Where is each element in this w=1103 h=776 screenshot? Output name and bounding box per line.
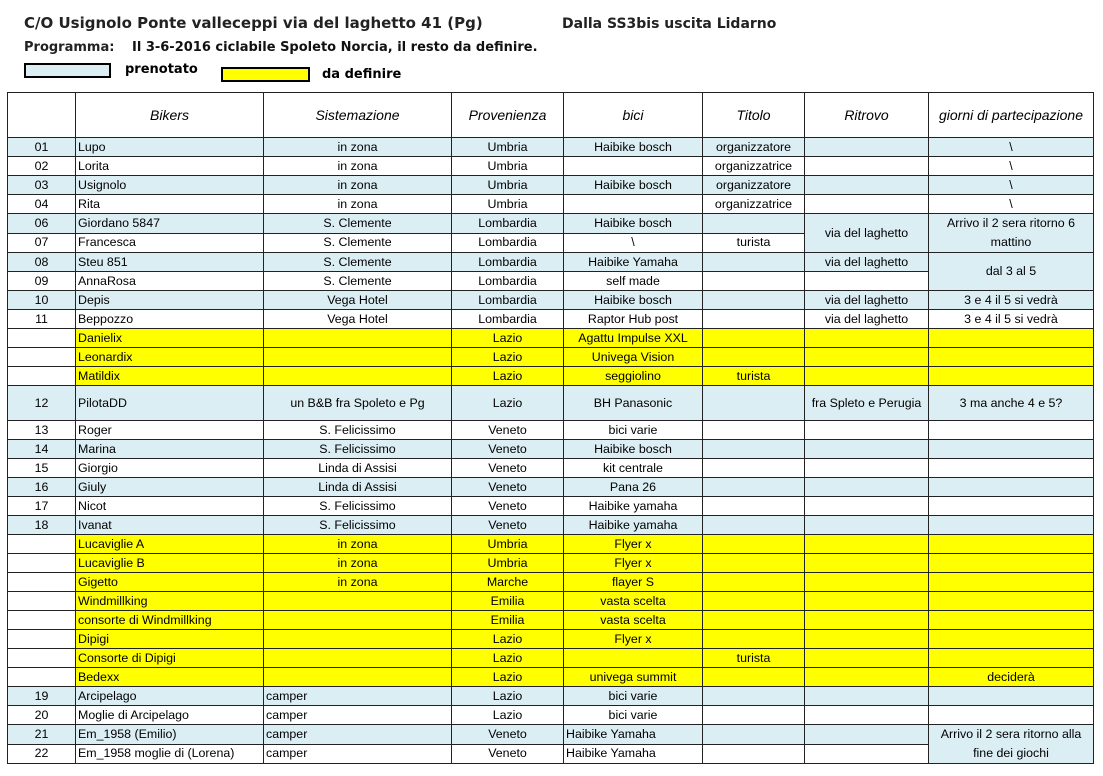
program-label: Programma: [24,40,115,55]
cell-number [8,535,76,554]
cell-days [929,649,1094,668]
table-row [8,630,1094,649]
cell-biker: consorte di Windmillking [76,611,264,630]
cell-origin: Umbria [452,138,564,157]
cell-accommodation [264,367,452,386]
cell-number [8,329,76,348]
cell-meeting-point [805,516,929,535]
cell-biker: Leonardix [76,348,264,367]
cell-days [929,573,1094,592]
cell-accommodation [264,611,452,630]
cell-number [8,554,76,573]
table-row [8,440,1094,459]
legend-swatch-booked [24,63,111,78]
cell-days [929,440,1094,459]
cell-title [703,214,805,234]
cell-title: organizzatrice [703,195,805,214]
cell-title: turista [703,649,805,668]
cell-origin: Lazio [452,706,564,725]
cell-number [8,611,76,630]
cell-meeting-point [805,176,929,195]
cell-meeting-point [805,706,929,725]
cell-days: \ [929,157,1094,176]
cell-number: 03 [8,176,76,195]
cell-biker: Nicot [76,497,264,516]
cell-origin: Umbria [452,535,564,554]
cell-title [703,421,805,440]
table-row [8,535,1094,554]
cell-title [703,630,805,649]
cell-days: 3 e 4 il 5 si vedrà [929,291,1094,310]
cell-meeting-point [805,348,929,367]
cell-title: turista [703,233,805,253]
cell-title [703,272,805,291]
cell-title [703,478,805,497]
column-header-number [8,93,76,138]
cell-title [703,386,805,421]
table-row [8,214,1094,234]
cell-number: 21 [8,725,76,745]
cell-days [929,348,1094,367]
cell-accommodation [264,348,452,367]
cell-biker: Ivanat [76,516,264,535]
table-row [8,687,1094,706]
cell-accommodation [264,329,452,348]
legend-label-booked: prenotato [125,62,198,77]
cell-title: organizzatrice [703,157,805,176]
cell-title [703,687,805,706]
cell-bike: Haibike yamaha [564,497,703,516]
cell-meeting-point [805,535,929,554]
cell-meeting-point: via del laghetto [805,310,929,329]
cell-bike: vasta scelta [564,611,703,630]
cell-origin: Lombardia [452,291,564,310]
cell-meeting-point: via del laghetto [805,214,929,253]
cell-origin: Umbria [452,157,564,176]
cell-biker: Giorgio [76,459,264,478]
cell-number: 11 [8,310,76,329]
column-header-meeting-point: Ritrovo [805,93,929,138]
cell-days [929,611,1094,630]
cell-days [929,554,1094,573]
cell-bike: self made [564,272,703,291]
cell-days [929,592,1094,611]
cell-bike [564,157,703,176]
cell-title: organizzatore [703,176,805,195]
cell-origin: Veneto [452,478,564,497]
cell-title [703,310,805,329]
cell-number [8,668,76,687]
cell-title [703,459,805,478]
cell-bike: Haibike yamaha [564,516,703,535]
cell-number: 16 [8,478,76,497]
cell-origin: Lazio [452,348,564,367]
cell-biker: Consorte di Dipigi [76,649,264,668]
legend-label-undefined: da definire [322,67,402,82]
cell-accommodation: S. Felicissimo [264,516,452,535]
cell-biker: Usignolo [76,176,264,195]
cell-biker: Marina [76,440,264,459]
cell-number: 12 [8,386,76,421]
cell-origin: Emilia [452,611,564,630]
cell-accommodation: S. Felicissimo [264,497,452,516]
cell-days [929,535,1094,554]
exit-info: Dalla SS3bis uscita Lidarno [562,16,777,32]
cell-number [8,592,76,611]
table-row [8,516,1094,535]
column-header-accommodation: Sistemazione [264,93,452,138]
cell-title [703,554,805,573]
cell-accommodation: Vega Hotel [264,291,452,310]
cell-meeting-point [805,592,929,611]
table-row [8,138,1094,157]
cell-days: deciderà [929,668,1094,687]
cell-meeting-point [805,725,929,745]
cell-biker: Depis [76,291,264,310]
cell-days [929,630,1094,649]
cell-meeting-point [805,157,929,176]
cell-number: 04 [8,195,76,214]
cell-days [929,367,1094,386]
cell-origin: Lazio [452,329,564,348]
cell-bike: Haibike bosch [564,214,703,234]
cell-accommodation: Vega Hotel [264,310,452,329]
cell-bike: kit centrale [564,459,703,478]
cell-origin: Lazio [452,630,564,649]
cell-title [703,592,805,611]
cell-bike: univega summit [564,668,703,687]
cell-accommodation: Linda di Assisi [264,478,452,497]
cell-origin: Veneto [452,497,564,516]
cell-days [929,459,1094,478]
cell-origin: Lombardia [452,214,564,234]
cell-accommodation: camper [264,687,452,706]
cell-days: 3 e 4 il 5 si vedrà [929,310,1094,329]
cell-accommodation: S. Clemente [264,272,452,291]
cell-meeting-point: via del laghetto [805,291,929,310]
cell-meeting-point: via del laghetto [805,253,929,272]
cell-number: 08 [8,253,76,272]
table-row [8,195,1094,214]
cell-title [703,329,805,348]
cell-origin: Emilia [452,592,564,611]
cell-title [703,706,805,725]
table-row [8,348,1094,367]
cell-biker: Roger [76,421,264,440]
cell-number [8,367,76,386]
cell-biker: Dipigi [76,630,264,649]
cell-accommodation: camper [264,706,452,725]
table-row [8,421,1094,440]
cell-biker: Steu 851 [76,253,264,272]
cell-bike: Flyer x [564,554,703,573]
cell-origin: Veneto [452,440,564,459]
cell-bike: BH Panasonic [564,386,703,421]
cell-origin: Lazio [452,649,564,668]
cell-number [8,630,76,649]
cell-days [929,516,1094,535]
cell-accommodation: Linda di Assisi [264,459,452,478]
cell-days [929,329,1094,348]
table-row [8,706,1094,725]
cell-title [703,725,805,745]
cell-meeting-point [805,138,929,157]
cell-accommodation: S. Felicissimo [264,421,452,440]
cell-number: 19 [8,687,76,706]
cell-number: 02 [8,157,76,176]
cell-biker: Bedexx [76,668,264,687]
cell-number: 09 [8,272,76,291]
cell-number: 22 [8,744,76,764]
column-header-days: giorni di partecipazione [929,93,1094,138]
participants-table [7,92,1094,764]
cell-number: 18 [8,516,76,535]
cell-accommodation [264,630,452,649]
cell-origin: Umbria [452,195,564,214]
legend-swatch-undefined [221,67,310,82]
cell-biker: Matildix [76,367,264,386]
cell-accommodation: camper [264,744,452,764]
cell-bike: Haibike Yamaha [564,253,703,272]
cell-biker: Moglie di Arcipelago [76,706,264,725]
cell-meeting-point: fra Spleto e Perugia [805,386,929,421]
table-row [8,611,1094,630]
cell-meeting-point [805,421,929,440]
cell-bike: Pana 26 [564,478,703,497]
cell-biker: Gigetto [76,573,264,592]
cell-title [703,253,805,272]
cell-title [703,611,805,630]
cell-title: organizzatore [703,138,805,157]
column-header-origin: Provenienza [452,93,564,138]
cell-meeting-point [805,649,929,668]
column-header-bikers: Bikers [76,93,264,138]
cell-origin: Umbria [452,176,564,195]
cell-meeting-point [805,367,929,386]
cell-accommodation: in zona [264,535,452,554]
cell-biker: Giuly [76,478,264,497]
cell-meeting-point [805,744,929,764]
cell-title: turista [703,367,805,386]
cell-accommodation: in zona [264,195,452,214]
cell-origin: Lazio [452,386,564,421]
cell-meeting-point [805,668,929,687]
cell-title [703,497,805,516]
cell-bike: bici varie [564,687,703,706]
cell-meeting-point [805,478,929,497]
cell-biker: Beppozzo [76,310,264,329]
table-row [8,253,1094,272]
cell-meeting-point [805,687,929,706]
cell-days [929,706,1094,725]
cell-title [703,744,805,764]
cell-origin: Lombardia [452,233,564,253]
cell-accommodation: S. Felicissimo [264,440,452,459]
cell-biker: AnnaRosa [76,272,264,291]
column-header-bike: bici [564,93,703,138]
cell-origin: Umbria [452,554,564,573]
cell-accommodation: in zona [264,176,452,195]
cell-bike: Univega Vision [564,348,703,367]
table-row [8,592,1094,611]
table-row [8,329,1094,348]
cell-title [703,535,805,554]
cell-days [929,497,1094,516]
table-header-row [8,93,1094,138]
cell-title [703,573,805,592]
cell-bike: Raptor Hub post [564,310,703,329]
cell-biker: Rita [76,195,264,214]
cell-origin: Veneto [452,459,564,478]
cell-number: 10 [8,291,76,310]
table-row [8,367,1094,386]
table-row [8,649,1094,668]
cell-accommodation: in zona [264,157,452,176]
cell-biker: Windmillking [76,592,264,611]
table-row [8,668,1094,687]
cell-bike: \ [564,233,703,253]
cell-number: 06 [8,214,76,234]
cell-bike: Flyer x [564,630,703,649]
cell-bike [564,649,703,668]
cell-days: \ [929,195,1094,214]
cell-days [929,687,1094,706]
cell-number [8,348,76,367]
cell-biker: Em_1958 (Emilio) [76,725,264,745]
cell-origin: Lazio [452,668,564,687]
cell-biker: Lucaviglie A [76,535,264,554]
cell-days: Arrivo il 2 sera ritorno 6 mattino [929,214,1094,253]
cell-meeting-point [805,630,929,649]
cell-biker: Danielix [76,329,264,348]
cell-biker: PilotaDD [76,386,264,421]
table-row [8,157,1094,176]
cell-days: dal 3 al 5 [929,253,1094,291]
cell-bike: Haibike Yamaha [564,725,703,745]
cell-bike: bici varie [564,421,703,440]
table-row [8,310,1094,329]
cell-meeting-point [805,440,929,459]
cell-accommodation: S. Clemente [264,253,452,272]
cell-bike: vasta scelta [564,592,703,611]
cell-bike: Haibike bosch [564,176,703,195]
cell-days [929,421,1094,440]
cell-accommodation: un B&B fra Spoleto e Pg [264,386,452,421]
cell-meeting-point [805,272,929,291]
cell-bike: Haibike bosch [564,440,703,459]
cell-number: 14 [8,440,76,459]
cell-biker: Lucaviglie B [76,554,264,573]
cell-number: 15 [8,459,76,478]
cell-origin: Lombardia [452,272,564,291]
cell-biker: Lorita [76,157,264,176]
cell-bike: Agattu Impulse XXL [564,329,703,348]
cell-title [703,440,805,459]
cell-number: 07 [8,233,76,253]
cell-accommodation: camper [264,725,452,745]
cell-meeting-point [805,195,929,214]
cell-days: \ [929,138,1094,157]
cell-biker: Francesca [76,233,264,253]
cell-accommodation: in zona [264,554,452,573]
cell-accommodation [264,649,452,668]
cell-accommodation: S. Clemente [264,233,452,253]
page-title: C/O Usignolo Ponte valleceppi via del laghetto 41 (Pg) [24,14,483,32]
table-row [8,176,1094,195]
cell-title [703,516,805,535]
cell-title [703,348,805,367]
cell-origin: Veneto [452,744,564,764]
table-row [8,478,1094,497]
table-row [8,459,1094,478]
cell-bike: Haibike bosch [564,138,703,157]
cell-bike: Flyer x [564,535,703,554]
table-row [8,554,1094,573]
cell-biker: Lupo [76,138,264,157]
table-row [8,573,1094,592]
cell-biker: Giordano 5847 [76,214,264,234]
cell-meeting-point [805,573,929,592]
cell-biker: Arcipelago [76,687,264,706]
cell-accommodation: S. Clemente [264,214,452,234]
cell-origin: Veneto [452,516,564,535]
cell-origin: Lazio [452,367,564,386]
table-row [8,291,1094,310]
cell-number: 17 [8,497,76,516]
cell-title [703,668,805,687]
cell-origin: Lombardia [452,310,564,329]
cell-accommodation: in zona [264,138,452,157]
table-row [8,386,1094,421]
cell-bike: Haibike Yamaha [564,744,703,764]
cell-number: 20 [8,706,76,725]
cell-meeting-point [805,459,929,478]
cell-bike [564,195,703,214]
table-row [8,725,1094,745]
table-row [8,497,1094,516]
cell-meeting-point [805,329,929,348]
program-text: Il 3-6-2016 ciclabile Spoleto Norcia, il resto da definire. [132,40,538,55]
cell-origin: Lombardia [452,253,564,272]
cell-meeting-point [805,554,929,573]
cell-title [703,291,805,310]
cell-bike: bici varie [564,706,703,725]
cell-number [8,573,76,592]
cell-accommodation [264,668,452,687]
cell-days: Arrivo il 2 sera ritorno alla fine dei giochi [929,725,1094,764]
cell-meeting-point [805,611,929,630]
cell-meeting-point [805,497,929,516]
column-header-title: Titolo [703,93,805,138]
cell-origin: Marche [452,573,564,592]
cell-number [8,649,76,668]
cell-biker: Em_1958 moglie di (Lorena) [76,744,264,764]
cell-days: 3 ma anche 4 e 5? [929,386,1094,421]
cell-bike: seggiolino [564,367,703,386]
cell-origin: Lazio [452,687,564,706]
cell-days [929,478,1094,497]
cell-bike: flayer S [564,573,703,592]
cell-number: 13 [8,421,76,440]
cell-origin: Veneto [452,421,564,440]
cell-number: 01 [8,138,76,157]
cell-accommodation: in zona [264,573,452,592]
cell-bike: Haibike bosch [564,291,703,310]
cell-days: \ [929,176,1094,195]
cell-accommodation [264,592,452,611]
cell-origin: Veneto [452,725,564,745]
